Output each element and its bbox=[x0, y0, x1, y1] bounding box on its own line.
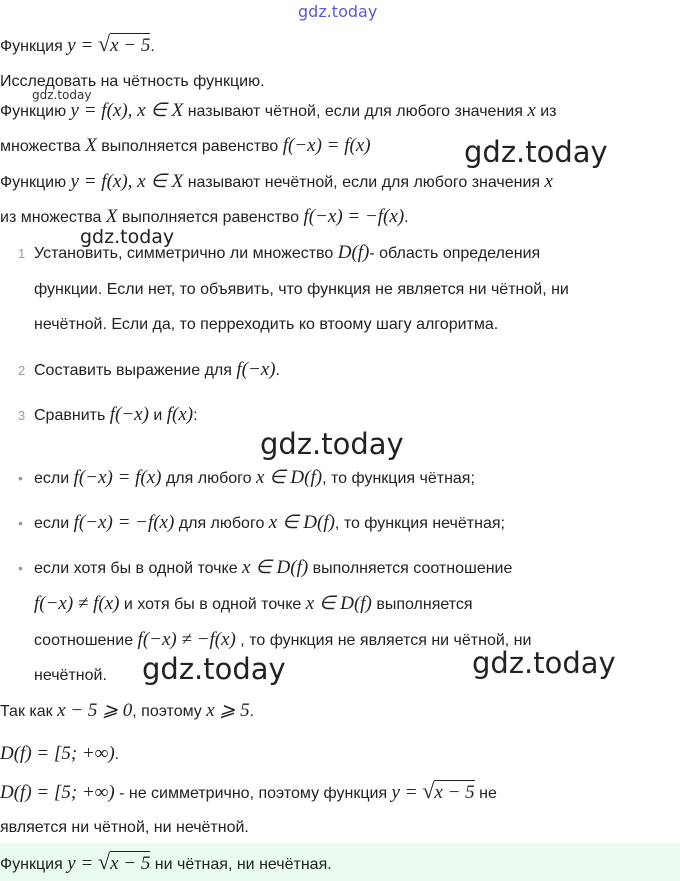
odd-definition: Функцию y = f(x), x ∈ X называют нечётной, если для любого значения x bbox=[0, 171, 553, 192]
function-statement: Функция y = √x − 5. bbox=[0, 31, 155, 56]
watermark-top: gdz.today bbox=[298, 2, 378, 21]
step-2: 2 Составить выражение для f(−x). bbox=[18, 359, 280, 380]
final-answer: Функция y = √x − 5 ни чётная, ни нечётная. bbox=[0, 849, 332, 874]
even-definition: Функцию y = f(x), x ∈ X называют чётной, если для любого значения x из bbox=[0, 100, 557, 121]
watermark-3: gdz.today bbox=[80, 226, 175, 248]
bullet-odd: • если f(−x) = −f(x) для любого x ∈ D(f), то функция нечётная; bbox=[18, 512, 505, 533]
symmetry-conclusion-cont: является ни чётной, ни нечётной. bbox=[0, 819, 249, 836]
domain-condition: Так как x − 5 ⩾ 0, поэтому x ⩾ 5. bbox=[0, 700, 255, 721]
bullet-neither-cont3: нечётной. bbox=[34, 667, 107, 684]
bullet-neither-cont: f(−x) ≠ f(x) и хотя бы в одной точке x ∈ D(f) выполняется bbox=[34, 593, 473, 614]
step-1: 1 Установить, симметрично ли множество D(f)- область определения bbox=[18, 242, 541, 263]
watermark-2: gdz.today bbox=[464, 135, 608, 169]
watermark-5: gdz.today bbox=[142, 652, 286, 686]
step-1-cont2: нечётной. Если да, то перреходить ко втоому шагу алгоритма. bbox=[34, 316, 499, 333]
watermark-6: gdz.today bbox=[472, 646, 616, 680]
watermark-4: gdz.today bbox=[260, 427, 404, 461]
watermark-1: gdz.today bbox=[32, 88, 92, 102]
domain-result: D(f) = [5; +∞). bbox=[0, 743, 120, 764]
task-heading: Исследовать на чётность функцию. bbox=[0, 73, 265, 90]
step-1-cont: функции. Если нет, то объявить, что функция не является ни чётной, ни bbox=[34, 281, 569, 298]
odd-definition-cont: из множества X выполняется равенство f(−x) = −f(x). bbox=[0, 206, 409, 227]
bullet-even: • если f(−x) = f(x) для любого x ∈ D(f), то функция чётная; bbox=[18, 467, 475, 488]
symmetry-conclusion: D(f) = [5; +∞) - не симметрично, поэтому функция y = √x − 5 не bbox=[0, 778, 497, 803]
bullet-neither-cont2: соотношение f(−x) ≠ −f(x) , то функция не является ни чётной, ни bbox=[34, 629, 532, 650]
even-definition-cont: множества X выполняется равенство f(−x) = f(x) bbox=[0, 135, 371, 156]
bullet-neither: • если хотя бы в одной точке x ∈ D(f) выполняется соотношение bbox=[18, 557, 513, 578]
step-3: 3 Сравнить f(−x) и f(x): bbox=[18, 404, 198, 425]
